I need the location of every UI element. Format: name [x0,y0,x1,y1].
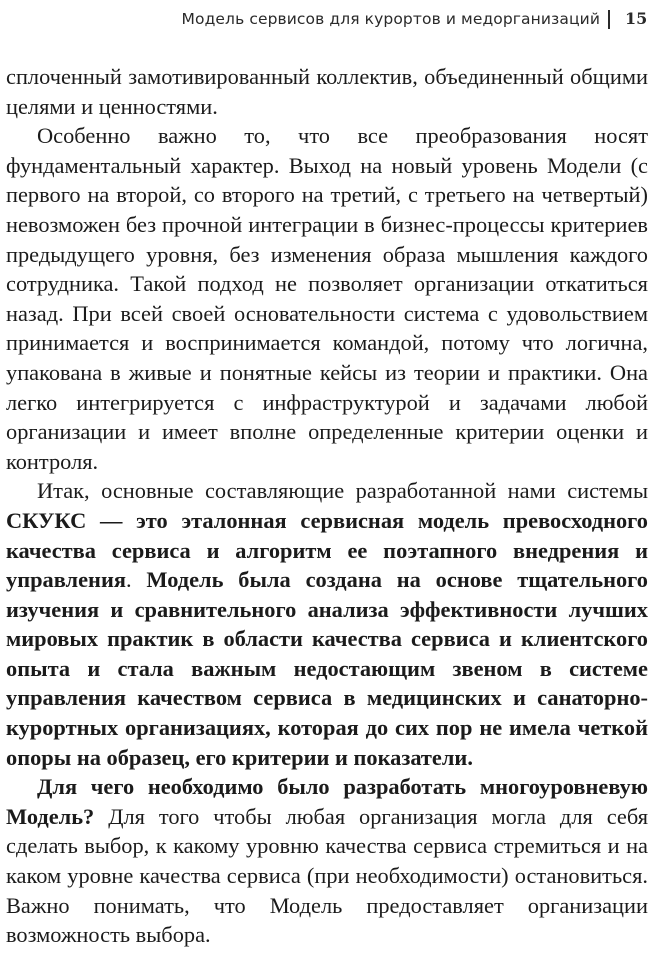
paragraph-2-text: Особенно важно то, что все преобразования носят фундаментальный характер. Выход на новый уровень Модели (с первого на второй, со второго на третий, с третьего на четвертый) невозможен без прочной интеграции в бизнес-процессы критериев предыдущего уровня, без изменения образа мышления каждого сотрудника. Такой подход не позволяет организации откатиться назад. При всей своей основательности система с удовольствием принимается и воспринимается командой, потому что логична, упакована в живые и понятные кейсы из теории и практики. Она легко интегрируется с инфраструктурой и задачами любой организации и имеет вполне определенные критерии оценки и контроля. [6,123,648,474]
paragraph-3-lead: Итак, основные составляющие разработанной нами системы [37,478,648,504]
body-text [6,62,648,950]
paragraph-3-period: . [125,567,147,593]
paragraph-3-emphasis: Модель была создана на основе тщательного изучения и сравнительного анализа эффективности лучших мировых практик в области качества сервиса и клиентского опыта и стала важным недостающим звеном в системе управления качеством сервиса в медицинских и санаторно-курортных организациях, которая до сих пор не имела четкой опоры на образец, его критерии и показатели. [6,567,648,770]
running-title: Модель сервисов для курортов и медорганизаций [181,10,600,28]
header-divider [608,10,610,29]
paragraph-4-question: Для чего необходимо было разработать многоуровневую Модель? [6,774,648,829]
running-header [0,8,662,32]
page-number: 15 [625,9,648,28]
paragraph-3-definition: СКУКС — это эталонная сервисная модель превосходного качества сервиса и алгоритм ее поэтапного внедрения и управления [6,507,648,593]
paragraph-4 [6,772,648,950]
paragraph-1-text: сплоченный замотивированный коллектив, объединенный общими целями и ценностями. [6,64,648,119]
paragraph-1 [6,62,648,121]
paragraph-3 [6,476,648,772]
paragraph-4-answer: Для того чтобы любая организация могла для себя сделать выбор, к какому уровню качества сервиса стремиться и на каком уровне качества сервиса (при необходимости) остановиться. Важно понимать, что Модель предоставляет организации возможность выбора. [6,803,648,948]
paragraph-2 [6,121,648,476]
